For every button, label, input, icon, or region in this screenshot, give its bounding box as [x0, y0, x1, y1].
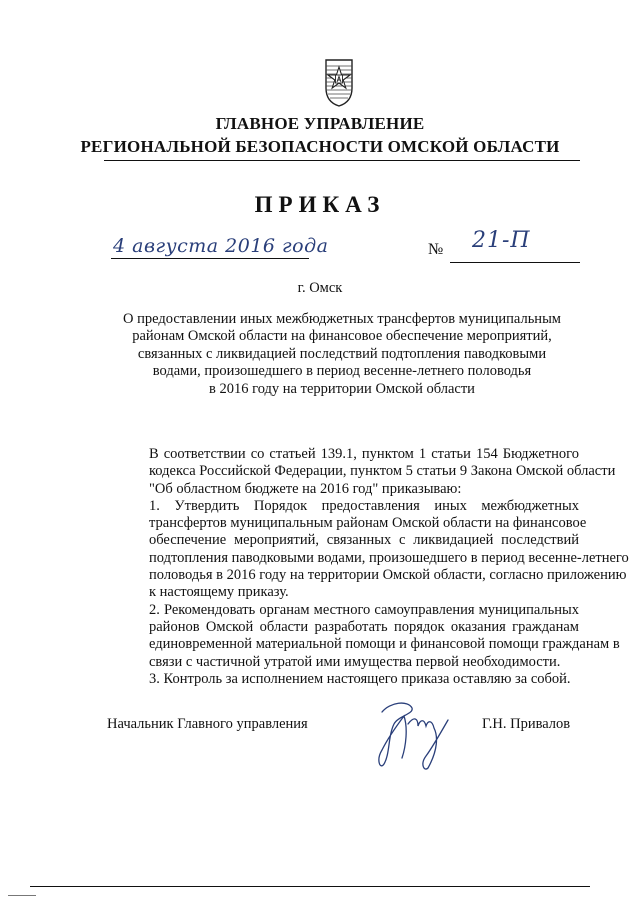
footer-divider: [30, 886, 590, 887]
body-line: районов Омской области разработать порядок оказания гражданам: [149, 618, 579, 635]
date-underline: [111, 258, 309, 259]
signatory-position: Начальник Главного управления: [107, 716, 308, 732]
body-line: половодья в 2016 году на территории Омской области, согласно приложению: [149, 567, 627, 584]
body-line: В соответствии со статьей 139.1, пунктом 1 статьи 154 Бюджетного: [149, 446, 579, 462]
organization-title-line2: РЕГИОНАЛЬНОЙ БЕЗОПАСНОСТИ ОМСКОЙ ОБЛАСТИ: [80, 137, 560, 156]
header-divider: [104, 160, 580, 161]
order-item-1: [107, 497, 629, 602]
number-underline: [450, 262, 580, 263]
document-subject: [120, 311, 564, 398]
body-line: 2. Рекомендовать органам местного самоуправления муниципальных: [149, 601, 579, 618]
subject-line: в 2016 году на территории Омской области: [209, 380, 475, 397]
preamble-paragraph: [107, 446, 616, 498]
body-line: 3. Контроль за исполнением настоящего приказа оставляю за собой.: [149, 670, 571, 687]
document-number: 21-П: [472, 228, 531, 253]
body-line: обеспечение мероприятий, связанных с ликвидацией последствий: [149, 532, 579, 549]
document-city: г. Омск: [297, 280, 343, 296]
omsk-coat-of-arms-icon: [323, 58, 355, 108]
body-line: к настоящему приказу.: [149, 584, 289, 601]
subject-line: О предоставлении иных межбюджетных трансфертов муниципальным: [122, 311, 561, 327]
body-line: единовременной материальной помощи и финансовой помощи гражданам в: [149, 636, 620, 653]
order-item-3: [107, 671, 579, 688]
body-line: кодекса Российской Федерации, пунктом 5 статьи 9 Закона Омской области: [149, 463, 616, 480]
body-line: подтопления паводковыми водами, произошедшего в период весенне-летнего: [149, 549, 629, 566]
body-line: связи с частичной утратой ими имущества первой необходимости.: [149, 653, 561, 670]
subject-line: районам Омской области на финансовое обеспечение мероприятий,: [132, 328, 552, 345]
body-line: "Об областном бюджете на 2016 год" приказываю:: [149, 480, 462, 497]
subject-line: водами, произошедшего в период весенне-летнего половодья: [152, 363, 532, 380]
document-date: 4 августа 2016 года: [113, 235, 329, 257]
handwritten-signature-icon: [368, 694, 458, 774]
document-body: [107, 446, 629, 688]
document-type-title: ПРИКАЗ: [254, 192, 386, 217]
signatory-name: Г.Н. Привалов: [482, 716, 571, 732]
organization-title-line1: ГЛАВНОЕ УПРАВЛЕНИЕ: [215, 114, 425, 133]
footer-mark: [8, 895, 36, 896]
body-line: 1. Утвердить Порядок предоставления иных межбюджетных: [149, 497, 579, 514]
number-sign: №: [428, 241, 444, 258]
subject-line: связанных с ликвидацией последствий подтопления паводковыми: [137, 345, 547, 362]
body-line: трансфертов муниципальным районам Омской области на финансовое: [149, 515, 587, 532]
order-item-2: [107, 601, 620, 671]
